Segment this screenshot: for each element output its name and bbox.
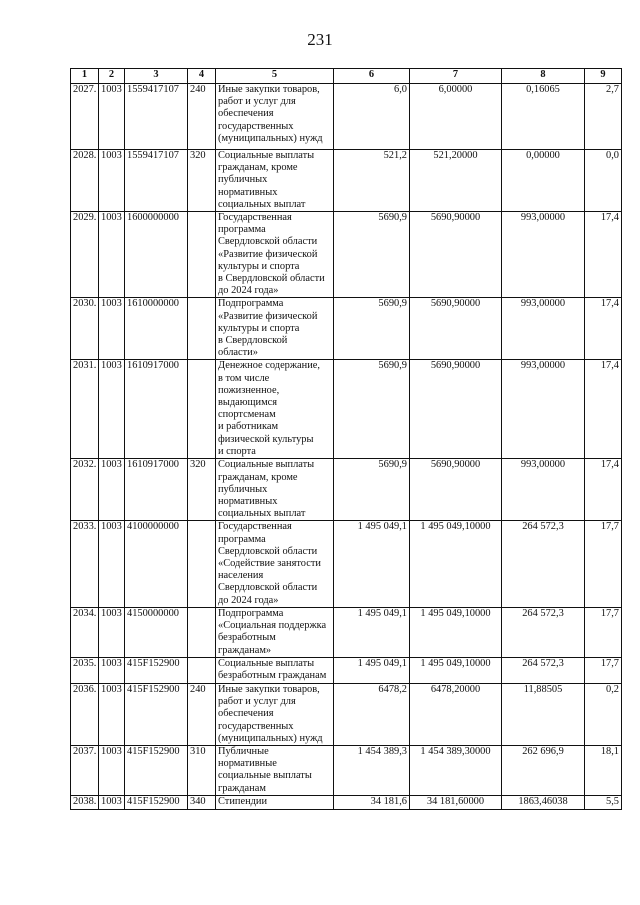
- item-description: [216, 150, 334, 212]
- amount-executed: 11,88505: [502, 683, 585, 745]
- target-article-code: 1610000000: [125, 298, 188, 360]
- target-article-code: 415F152900: [125, 657, 188, 683]
- description-line: Государственная: [218, 521, 292, 533]
- expense-type-code: [188, 360, 216, 459]
- description-line: Свердловской области: [218, 545, 318, 557]
- execution-percent: 17,4: [585, 212, 622, 298]
- description-line: физической культуры: [218, 433, 314, 445]
- amount-planned: 1 495 049,1: [334, 607, 410, 657]
- execution-percent: 18,1: [585, 745, 622, 795]
- amount-precise: 1 495 049,10000: [410, 521, 502, 607]
- expense-type-code: [188, 212, 216, 298]
- item-description: [216, 657, 334, 683]
- section-code: 1003: [99, 521, 125, 607]
- expense-type-code: [188, 607, 216, 657]
- description-line: социальных выплат: [218, 508, 306, 520]
- amount-precise: 5690,90000: [410, 360, 502, 459]
- column-header: 2: [99, 69, 125, 84]
- target-article-code: 1610917000: [125, 459, 188, 521]
- table-row: [71, 521, 622, 607]
- description-line: нормативные: [218, 758, 277, 770]
- table-row: [71, 459, 622, 521]
- description-line: культуры и спорта: [218, 260, 300, 272]
- description-line: Публичные: [218, 745, 269, 757]
- target-article-code: 4150000000: [125, 607, 188, 657]
- row-number: 2033.: [71, 521, 99, 607]
- row-number: 2038.: [71, 795, 99, 809]
- description-line: и работникам: [218, 421, 279, 433]
- section-code: 1003: [99, 745, 125, 795]
- section-code: 1003: [99, 683, 125, 745]
- section-code: 1003: [99, 360, 125, 459]
- amount-precise: 34 181,60000: [410, 795, 502, 809]
- item-description: [216, 360, 334, 459]
- description-line: спортсменам: [218, 409, 276, 421]
- column-header: 6: [334, 69, 410, 84]
- execution-percent: 17,4: [585, 298, 622, 360]
- target-article-code: 1610917000: [125, 360, 188, 459]
- row-number: 2037.: [71, 745, 99, 795]
- expense-type-code: 310: [188, 745, 216, 795]
- table-row: [71, 84, 622, 150]
- description-line: государственных: [218, 720, 294, 732]
- description-line: области»: [218, 347, 258, 359]
- amount-planned: 1 495 049,1: [334, 521, 410, 607]
- execution-percent: 17,4: [585, 459, 622, 521]
- column-header: 7: [410, 69, 502, 84]
- amount-planned: 5690,9: [334, 298, 410, 360]
- item-description: [216, 683, 334, 745]
- amount-planned: 5690,9: [334, 459, 410, 521]
- page-number: 231: [307, 30, 333, 49]
- description-line: Социальные выплаты: [218, 657, 315, 669]
- amount-planned: 6478,2: [334, 683, 410, 745]
- amount-executed: 993,00000: [502, 459, 585, 521]
- column-header: 5: [216, 69, 334, 84]
- amount-precise: 1 495 049,10000: [410, 607, 502, 657]
- description-line: государственных: [218, 120, 294, 132]
- amount-executed: 264 572,3: [502, 607, 585, 657]
- item-description: [216, 745, 334, 795]
- row-number: 2036.: [71, 683, 99, 745]
- description-line: безработным: [218, 632, 276, 644]
- description-line: до 2024 года»: [218, 285, 279, 297]
- amount-precise: 1 495 049,10000: [410, 657, 502, 683]
- amount-precise: 1 454 389,30000: [410, 745, 502, 795]
- item-description: [216, 298, 334, 360]
- expense-type-code: [188, 657, 216, 683]
- amount-executed: 993,00000: [502, 212, 585, 298]
- description-line: Иные закупки товаров,: [218, 84, 320, 95]
- target-article-code: 415F152900: [125, 745, 188, 795]
- item-description: [216, 459, 334, 521]
- table-body: [71, 84, 622, 810]
- description-line: гражданам, кроме: [218, 471, 298, 483]
- column-header: 3: [125, 69, 188, 84]
- amount-precise: 6478,20000: [410, 683, 502, 745]
- header-row: [71, 69, 622, 84]
- column-header: 9: [585, 69, 622, 84]
- description-line: выдающимся: [218, 397, 278, 409]
- table-row: [71, 212, 622, 298]
- description-line: «Развитие физической: [218, 310, 318, 322]
- description-line: Социальные выплаты: [218, 459, 315, 471]
- description-line: Свердловской области: [218, 582, 318, 594]
- execution-percent: 0,0: [585, 150, 622, 212]
- description-line: нормативных: [218, 186, 278, 198]
- target-article-code: 4100000000: [125, 521, 188, 607]
- table-row: [71, 657, 622, 683]
- execution-percent: 17,7: [585, 657, 622, 683]
- description-line: «Социальная поддержка: [218, 620, 327, 632]
- section-code: 1003: [99, 298, 125, 360]
- amount-planned: 6,0: [334, 84, 410, 150]
- amount-executed: 262 696,9: [502, 745, 585, 795]
- amount-planned: 1 454 389,3: [334, 745, 410, 795]
- row-number: 2031.: [71, 360, 99, 459]
- description-line: Свердловской области: [218, 236, 318, 248]
- table-row: [71, 607, 622, 657]
- description-line: населения: [218, 570, 264, 582]
- target-article-code: 1600000000: [125, 212, 188, 298]
- execution-percent: 17,7: [585, 521, 622, 607]
- column-header: 1: [71, 69, 99, 84]
- description-line: (муниципальных) нужд: [218, 732, 323, 744]
- section-code: 1003: [99, 607, 125, 657]
- description-line: нормативных: [218, 496, 278, 508]
- amount-planned: 521,2: [334, 150, 410, 212]
- description-line: в том числе: [218, 372, 270, 384]
- row-number: 2032.: [71, 459, 99, 521]
- execution-percent: 5,5: [585, 795, 622, 809]
- amount-executed: 993,00000: [502, 298, 585, 360]
- execution-percent: 17,7: [585, 607, 622, 657]
- expense-type-code: 240: [188, 84, 216, 150]
- description-line: и спорта: [218, 445, 256, 457]
- description-line: обеспечения: [218, 108, 274, 120]
- item-description: [216, 84, 334, 150]
- section-code: 1003: [99, 212, 125, 298]
- amount-planned: 5690,9: [334, 212, 410, 298]
- description-line: культуры и спорта: [218, 322, 300, 334]
- description-line: «Развитие физической: [218, 248, 318, 260]
- description-line: Государственная: [218, 212, 292, 224]
- target-article-code: 415F152900: [125, 795, 188, 809]
- section-code: 1003: [99, 459, 125, 521]
- description-line: в Свердловской: [218, 335, 288, 347]
- section-code: 1003: [99, 795, 125, 809]
- item-description: [216, 607, 334, 657]
- expense-type-code: 340: [188, 795, 216, 809]
- description-line: (муниципальных) нужд: [218, 132, 323, 144]
- description-line: социальные выплаты: [218, 770, 312, 782]
- description-line: программа: [218, 533, 266, 545]
- execution-percent: 0,2: [585, 683, 622, 745]
- description-line: гражданам, кроме: [218, 162, 298, 174]
- description-line: Подпрограмма: [218, 298, 284, 310]
- expense-type-code: [188, 521, 216, 607]
- description-line: гражданам: [218, 782, 266, 794]
- table-row: [71, 683, 622, 745]
- description-line: «Содействие занятости: [218, 558, 321, 570]
- expense-type-code: [188, 298, 216, 360]
- table-row: [71, 150, 622, 212]
- table-row: [71, 795, 622, 809]
- execution-percent: 17,4: [585, 360, 622, 459]
- description-line: пожизненное,: [218, 384, 280, 396]
- row-number: 2028.: [71, 150, 99, 212]
- amount-planned: 34 181,6: [334, 795, 410, 809]
- item-description: [216, 521, 334, 607]
- description-line: обеспечения: [218, 708, 274, 720]
- amount-precise: 5690,90000: [410, 459, 502, 521]
- table-row: [71, 360, 622, 459]
- description-line: социальных выплат: [218, 198, 306, 210]
- row-number: 2035.: [71, 657, 99, 683]
- row-number: 2029.: [71, 212, 99, 298]
- description-line: безработным гражданам: [218, 670, 327, 682]
- row-number: 2027.: [71, 84, 99, 150]
- amount-executed: 0,16065: [502, 84, 585, 150]
- amount-executed: 993,00000: [502, 360, 585, 459]
- amount-precise: 5690,90000: [410, 298, 502, 360]
- description-line: Подпрограмма: [218, 607, 284, 619]
- execution-percent: 2,7: [585, 84, 622, 150]
- expense-type-code: 320: [188, 150, 216, 212]
- target-article-code: 415F152900: [125, 683, 188, 745]
- description-line: работ и услуг для: [218, 96, 296, 108]
- amount-executed: 264 572,3: [502, 521, 585, 607]
- description-line: публичных: [218, 174, 268, 186]
- amount-planned: 1 495 049,1: [334, 657, 410, 683]
- column-header: 4: [188, 69, 216, 84]
- description-line: Иные закупки товаров,: [218, 683, 320, 695]
- amount-precise: 5690,90000: [410, 212, 502, 298]
- description-line: гражданам»: [218, 644, 272, 656]
- expense-type-code: 320: [188, 459, 216, 521]
- description-line: программа: [218, 224, 266, 236]
- table-row: [71, 745, 622, 795]
- amount-planned: 5690,9: [334, 360, 410, 459]
- column-header: 8: [502, 69, 585, 84]
- item-description: [216, 795, 334, 809]
- amount-executed: 0,00000: [502, 150, 585, 212]
- table-row: [71, 298, 622, 360]
- description-line: работ и услуг для: [218, 696, 296, 708]
- description-line: до 2024 года»: [218, 594, 279, 606]
- description-line: в Свердловской области: [218, 273, 325, 285]
- row-number: 2030.: [71, 298, 99, 360]
- section-code: 1003: [99, 84, 125, 150]
- description-line: Социальные выплаты: [218, 150, 315, 161]
- target-article-code: 1559417107: [125, 84, 188, 150]
- description-line: Денежное содержание,: [218, 360, 320, 372]
- amount-precise: 6,00000: [410, 84, 502, 150]
- row-number: 2034.: [71, 607, 99, 657]
- budget-table: [70, 68, 622, 810]
- expense-type-code: 240: [188, 683, 216, 745]
- description-line: публичных: [218, 483, 268, 495]
- amount-executed: 264 572,3: [502, 657, 585, 683]
- item-description: [216, 212, 334, 298]
- target-article-code: 1559417107: [125, 150, 188, 212]
- amount-executed: 1863,46038: [502, 795, 585, 809]
- description-line: Стипендии: [218, 795, 268, 807]
- section-code: 1003: [99, 150, 125, 212]
- amount-precise: 521,20000: [410, 150, 502, 212]
- section-code: 1003: [99, 657, 125, 683]
